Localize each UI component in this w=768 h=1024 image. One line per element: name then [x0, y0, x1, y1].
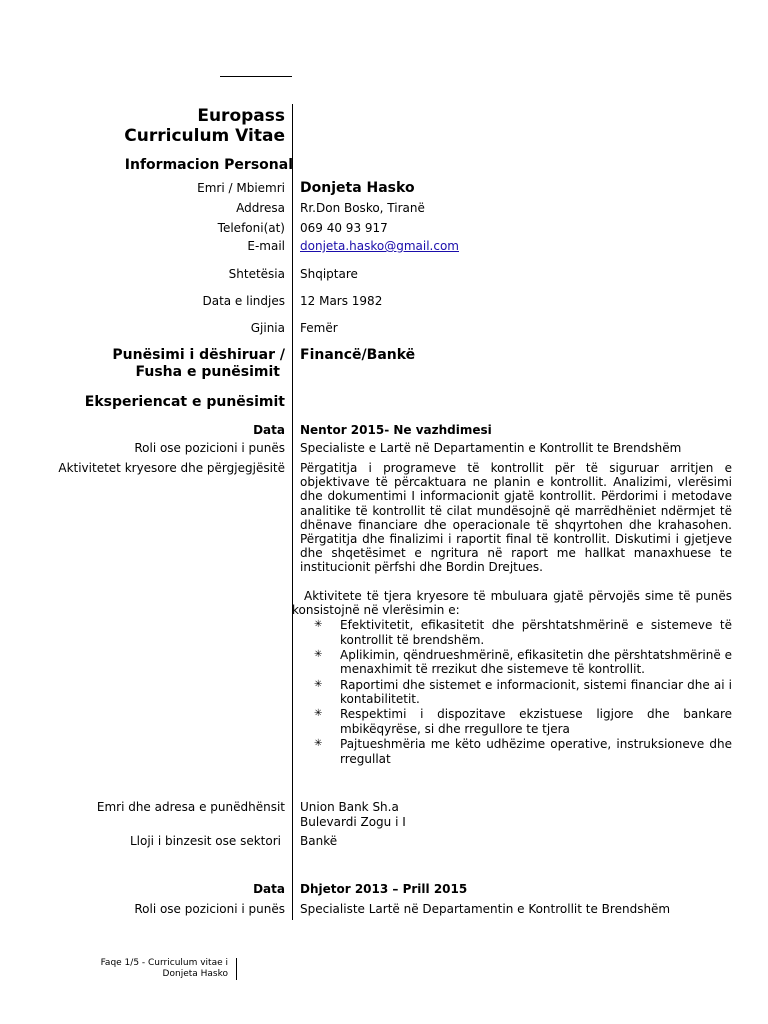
- footer-owner-name: Donjeta Hasko: [162, 969, 228, 979]
- nationality-label: Shtetësia: [228, 267, 285, 281]
- email-value[interactable]: [300, 239, 459, 254]
- desired-job-label-line2: Fusha e punësimit: [135, 364, 280, 380]
- top-rule: [220, 76, 292, 77]
- job1-role-value: Specialiste e Lartë në Departamentin e Kontrollit te Brendshëm: [300, 441, 682, 455]
- list-item: [300, 707, 732, 736]
- employer-address: Bulevardi Zogu i I: [300, 815, 406, 829]
- birthdate-label: Data e lindjes: [202, 294, 285, 308]
- footer-page-info: Faqe 1/5 - Curriculum vitae i: [100, 958, 228, 968]
- job1-activities-text: Përgatitja i programeve të kontrollit për të siguruar arritjen e objektivave të përcaktuara ne planin e kontrollit. Analizimi, vlerësimi dhe dokumentimi I informacionit gjatë kontrollit. Përdorimi i metodave analitike të kontrollit të cilat mundësojnë që marrëdhëniet ndërmjet të dhënave financiare dhe operacionale të shqyrtohen dhe krahasohen. Përgatitja dhe finalizimi i raportit final të kontrollit. Diskutimi i gjetjeve dhe shqetësimet e ngritura në raport me hallkat manaxhuese te institucionit përfshi dhe Bordin Drejtues.: [300, 461, 732, 575]
- work-experience-heading: Eksperiencat e punësimit: [84, 394, 285, 410]
- bullet-text: Raportimi dhe sistemet e informacionit, sistemi financiar dhe ai i kontabilitetit.: [340, 677, 732, 707]
- sector-value: Bankë: [300, 834, 338, 848]
- email-link[interactable]: donjeta.hasko@gmail.com: [300, 239, 459, 253]
- birthdate-value: 12 Mars 1982: [300, 294, 383, 308]
- job1-activities-label: Aktivitetet kryesore dhe përgjegjësitë: [58, 461, 285, 475]
- sector-label: Lloji i binzesit ose sektori: [129, 834, 281, 848]
- employer-label: Emri dhe adresa e punëdhënsit: [96, 800, 285, 814]
- employer-name: Union Bank Sh.a: [300, 800, 399, 814]
- gender-label: Gjinia: [250, 321, 285, 335]
- phone-label: Telefoni(at): [217, 221, 285, 235]
- list-item: [300, 678, 732, 707]
- job1-role-label: Roli ose pozicioni i punës: [134, 441, 285, 455]
- name-value: Donjeta Hasko: [300, 180, 415, 196]
- job2-date-label: Data: [253, 882, 285, 896]
- nationality-value: Shqiptare: [300, 267, 358, 281]
- address-label: Addresa: [236, 201, 285, 215]
- bullet-star-icon: ✳: [314, 708, 323, 720]
- bullet-star-icon: ✳: [314, 619, 323, 630]
- bullet-star-icon: ✳: [314, 648, 323, 660]
- email-label: E-mail: [247, 239, 285, 253]
- job1-activities-bullet-list: [300, 618, 732, 767]
- bullet-star-icon: ✳: [314, 738, 323, 750]
- job1-date-label: Data: [253, 423, 285, 437]
- footer-rule: [236, 958, 237, 980]
- address-value: Rr.Don Bosko, Tiranë: [300, 201, 425, 215]
- name-label: Emri / Mbiemri: [197, 181, 285, 195]
- job2-date-value: Dhjetor 2013 – Prill 2015: [300, 882, 468, 896]
- bullet-text: Pajtueshmëria me këto udhëzime operative, instruksioneve dhe rregullat: [340, 737, 732, 766]
- job1-date-value: Nentor 2015- Ne vazhdimesi: [300, 423, 492, 437]
- personal-info-heading: Informacion Personal: [124, 157, 293, 173]
- gender-value: Femër: [300, 321, 338, 335]
- list-item: [300, 648, 732, 677]
- list-item: [300, 737, 732, 766]
- bullet-text: Respektimi i dispozitave ekzistuese ligjore dhe bankare mbikëqyrëse, si dhe rregullore te tjera: [340, 707, 732, 736]
- phone-value: 069 40 93 917: [300, 221, 388, 235]
- bullet-text: Aplikimin, qëndrueshmërinë, efikasitetin dhe përshtatshmërinë e menaxhimit të rrezikut dhe sistemeve të kontrollit.: [340, 647, 732, 677]
- bullet-star-icon: ✳: [314, 678, 323, 690]
- job2-role-label: Roli ose pozicioni i punës: [134, 902, 285, 916]
- job1-other-activities-intro: Aktivitete të tjera kryesore të mbuluara gjatë përvojës sime të punës konsistojnë në vlerësimin e:: [292, 589, 732, 618]
- desired-job-label-line1: Punësimi i dëshiruar /: [112, 347, 285, 363]
- bullet-text: Efektivitetit, efikasitetit dhe përshtatshmërinë e sistemeve të kontrollit të brendshëm.: [340, 618, 732, 647]
- column-divider: [292, 104, 293, 920]
- cv-title-line2: Curriculum Vitae: [124, 126, 285, 146]
- job2-role-value: Specialiste Lartë në Departamentin e Kontrollit te Brendshëm: [300, 902, 671, 916]
- list-item: [300, 618, 732, 647]
- cv-title-line1: Europass: [197, 106, 285, 126]
- desired-job-value: Financë/Bankë: [300, 347, 416, 363]
